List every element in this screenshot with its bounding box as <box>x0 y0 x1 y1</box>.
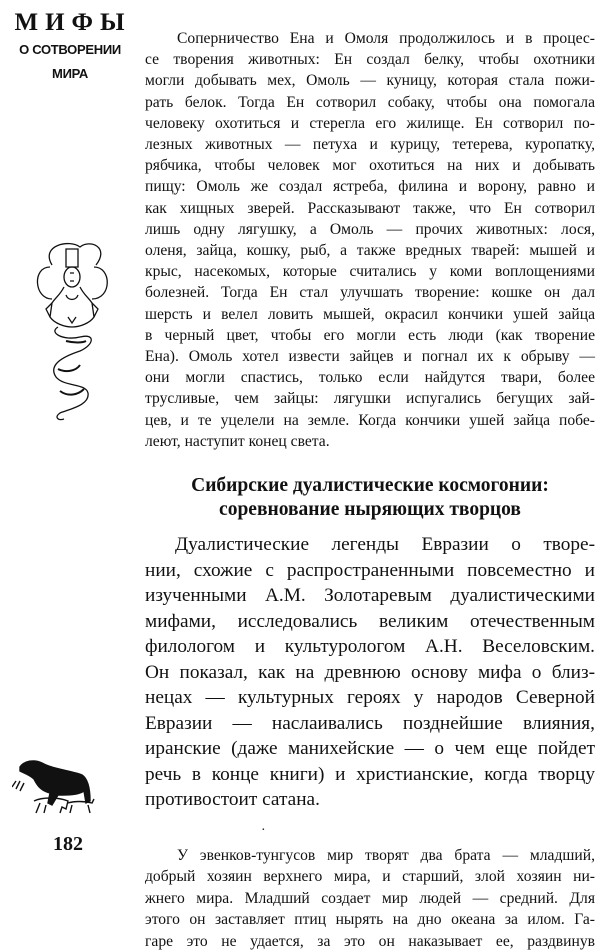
paragraph-dualistic-legends <box>145 532 595 813</box>
page-margin <box>0 0 140 870</box>
text-line: жнего мира. Младший создает мир людей — средний. Для <box>145 889 595 907</box>
paragraph-komi-animals <box>145 28 595 452</box>
text-line: Дуалистические легенды Евразии о творе- <box>175 534 595 556</box>
text-line: цев, и те уцелели на земле. Когда кончики ушей зайца побе- <box>145 411 595 429</box>
text-line: человеку охотиться и стерегла его жилище. Ен сотворил по- <box>145 114 595 132</box>
section-heading <box>145 474 595 522</box>
running-head-subtitle-2: МИРА <box>52 66 88 81</box>
text-line: они могли спастись, только если найдутся твари, более <box>145 369 595 387</box>
section-heading-line-1: Сибирские дуалистические космогонии: <box>191 475 549 497</box>
text-line: нии, схожие с распространенными повсеместно и <box>145 559 595 581</box>
text-line: филологом и культурологом А.Н. Веселовским. <box>145 636 595 658</box>
text-line: рябчика, чтобы человек мог охотиться на них и добывать <box>145 157 595 175</box>
text-line: У эвенков-тунгусов мир творят два брата — младший, <box>177 846 595 864</box>
text-line: Евразии — наслаивались позднейшие влияния, <box>145 712 595 734</box>
running-head-subtitle-1: О СОТВОРЕНИИ <box>19 42 121 57</box>
section-heading-line-2: соревнование ныряющих творцов <box>219 499 521 521</box>
text-line: могли добывать мех, Омоль — куницу, которая стала пожи- <box>145 72 595 90</box>
text-line: этого он заставляет птиц нырять на дно океана за илом. Га- <box>145 911 595 929</box>
separator <box>145 813 595 845</box>
text-line: трусливые, чем зайцы: лягушки испугались бегущих зай- <box>145 390 595 408</box>
rock-art-animals-illustration-icon <box>12 757 102 822</box>
text-line: нецах — культурных героях у народов Северной <box>145 687 595 709</box>
text-line: лезных животных — петуха и курицу, тетерева, куропатку, <box>145 136 595 154</box>
text-line: лишь одну лягушку, а Омоль — прочих животных: лося, <box>145 220 595 238</box>
text-line: се творения животных: Ен создал белку, чтобы охотники <box>145 51 595 69</box>
goddess-serpent-illustration-icon <box>30 237 115 422</box>
text-line: пищу: Омоль же создал ястреба, филина и ворону, равно и <box>145 178 595 196</box>
text-line: рать белок. Тогда Ен сотворил собаку, чтобы она помогала <box>145 93 595 111</box>
text-line: гаре это не удается, за это он наказывает ее, раздвинув <box>145 932 595 950</box>
page-body <box>145 28 595 952</box>
text-line: как хищных зверей. Рассказывают также, что Ен сотворил <box>145 199 595 217</box>
running-head <box>0 8 140 86</box>
text-line: изученными А.М. Золотаревым дуалистическими <box>145 585 595 607</box>
text-line: болезней. Тогда Ен стал улучшать творение: кошке он дал <box>145 284 595 302</box>
text-line: речь в конце книги) и христианские, когда творцу <box>145 763 595 785</box>
text-line: Он показал, как на древнюю основу мифа о близ- <box>145 661 595 683</box>
paragraph-evenki <box>145 845 595 952</box>
separator-dot: · <box>261 822 266 838</box>
text-line: добрый хозяин верхнего мира, и старший, злой хозяин ни- <box>145 868 595 886</box>
text-line: мифами, исследовались великим отечественным <box>145 610 595 632</box>
running-head-title: МИФЫ <box>14 9 132 36</box>
text-line: Соперничество Ена и Омоля продолжилось и в процес- <box>177 30 595 47</box>
text-line: оленя, зайца, кошку, рыб, а также вредных тварей: мышей и <box>145 242 595 260</box>
text-line: шерсть и велел ловить мышей, окрасил кончики ушей зайца <box>145 305 595 323</box>
text-line: крыс, насекомых, которые считались у коми воплощениями <box>145 263 595 281</box>
text-line: в черный цвет, чтобы его могли есть люди (как творение <box>145 326 595 344</box>
text-line: противостоит сатана. <box>145 789 320 811</box>
page-number: 182 <box>53 833 83 855</box>
text-line: Ена). Омоль хотел извести зайцев и погнал их к обрыву — <box>145 348 595 366</box>
text-line: леют, наступит конец света. <box>145 432 330 450</box>
text-line: иранские (даже манихейские — о чем еще пойдет <box>145 738 595 760</box>
